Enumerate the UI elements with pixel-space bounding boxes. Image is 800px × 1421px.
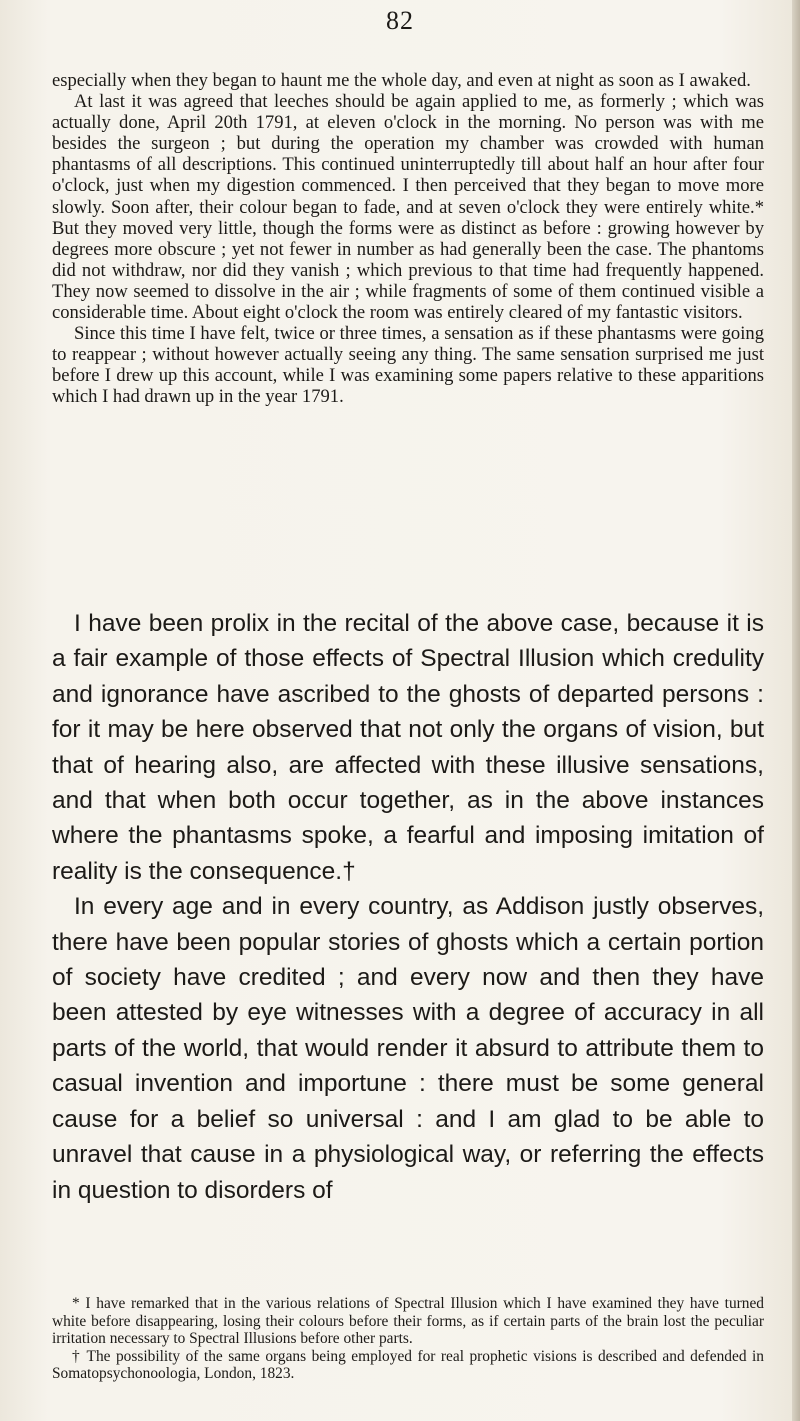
paragraph-since: Since this time I have felt, twice or three times, a sensation as if these phantasms were going to reappear ; without however actually seeing any thing. The same sensation surprised me just before I drew up this account, while I was examining some papers relative to these apparitions which I had drawn up in the year 1791.: [52, 323, 764, 408]
footnote-star: * I have remarked that in the various relations of Spectral Illusion which I have examined they have turned white before disappearing, losing their colours before their forms, as if certain parts of the brain lost the peculiar irritation necessary to Spectral Illusions before other parts.: [52, 1295, 764, 1348]
page-edge-shadow: [792, 0, 800, 1421]
page-number: 82: [386, 6, 414, 35]
paragraph-prolix: I have been prolix in the recital of the above case, because it is a fair example of those effects of Spectral Illusion which credulity and ignorance have ascribed to the ghosts of departed persons : for it may be here observed that not only the organs of vision, but that of hearing also, are affected with these illusive sensations, and that when both occur together, as in the above instances where the phantasms spoke, a fearful and imposing imitation of reality is the consequence.†: [52, 610, 764, 885]
paragraph-continued: especially when they began to haunt me the whole day, and even at night as soon as I awaked.: [52, 70, 751, 91]
paragraph-leeches: At last it was agreed that leeches should be again applied to me, as formerly ; which was actually done, April 20th 1791, at eleven o'clock in the morning. No person was with me besides the surgeon ; but during the operation my chamber was crowded with human phantasms of all descriptions. This continued uninterruptedly till about half an hour after four o'clock, just when my digestion commenced. I then perceived that they began to move more slowly. Soon after, their colour began to fade, and at seven o'clock they were entirely white.* But they moved very little, though the forms were as distinct as before : growing however by degrees more obscure ; yet not fewer in number as had generally been the case. The phantoms did not withdraw, nor did they vanish ; which previous to that time had frequently happened. They now seemed to dissolve in the air ; while fragments of some of them continued visible a considerable time. About eight o'clock the room was entirely cleared of my fantastic visitors.: [52, 91, 764, 324]
narrative-text: [52, 70, 764, 408]
footnote-dagger: † The possibility of the same organs being employed for real prophetic visions is described and defended in Somatopsychonoologia, London, 1823.: [52, 1347, 764, 1383]
commentary-text: [52, 606, 764, 1208]
footnotes: [52, 1295, 764, 1383]
paragraph-addison: In every age and in every country, as Addison justly observes, there have been popular stories of ghosts which a certain portion of society have credited ; and every now and then they have been attested by eye witnesses with a degree of accuracy in all parts of the world, that would render it absurd to attribute them to casual invention and importune : there must be some general cause for a belief so universal : and I am glad to be able to unravel that cause in a physiological way, or referring the effects in question to disorders of: [52, 893, 764, 1204]
